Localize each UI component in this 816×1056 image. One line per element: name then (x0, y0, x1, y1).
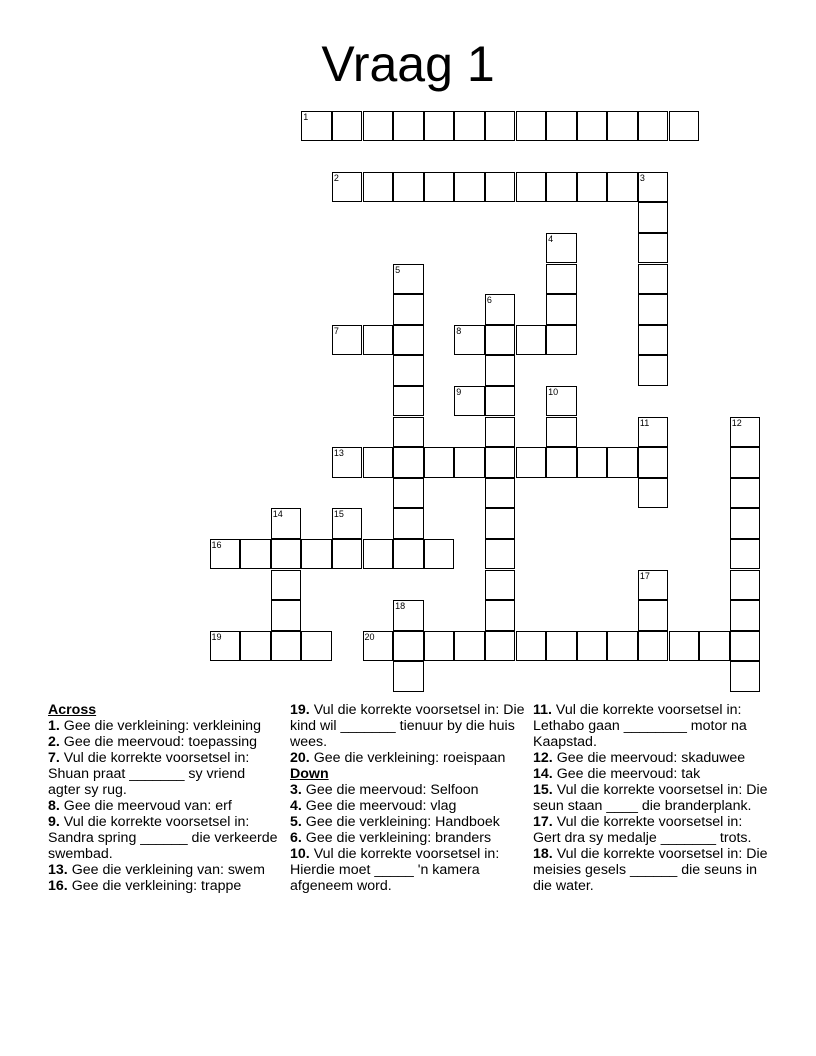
grid-cell-3[interactable] (638, 172, 669, 203)
clue-text: Gee die verkleining: trappe (71, 878, 242, 894)
grid-cell[interactable] (271, 539, 302, 570)
grid-cell[interactable] (516, 172, 547, 203)
grid-cell[interactable] (516, 111, 547, 142)
grid-cell-7[interactable] (332, 325, 363, 356)
grid-cell[interactable] (577, 447, 608, 478)
grid-cell[interactable] (301, 631, 332, 662)
grid-cell[interactable] (393, 294, 424, 325)
grid-cell[interactable] (301, 539, 332, 570)
clue-number-label: 19. (290, 702, 310, 718)
clue-number-label: 20. (290, 750, 310, 766)
clue-text: Vul die korrekte voorsetsel in: Die meisies gesels ______ die seuns in die water. (533, 846, 768, 894)
grid-cell[interactable] (577, 631, 608, 662)
grid-cell[interactable] (271, 600, 302, 631)
clue-text: Vul die korrekte voorsetsel in: Sandra spring ______ die verkeerde swembad. (48, 814, 278, 862)
grid-cell[interactable] (393, 386, 424, 417)
clues-down-column (533, 702, 773, 894)
grid-cell-15[interactable] (332, 508, 363, 539)
clue-item (48, 862, 278, 878)
grid-cell[interactable] (363, 111, 394, 142)
clue-text: Gee die verkleining: Handboek (305, 814, 500, 830)
grid-cell[interactable] (546, 447, 577, 478)
clue-item (290, 830, 530, 846)
grid-cell[interactable] (485, 447, 516, 478)
grid-cell[interactable] (730, 447, 761, 478)
clue-text: Vul die korrekte voorsetsel in: Shuan praat _______ sy vriend agter sy rug. (48, 750, 250, 798)
grid-cell-8[interactable] (454, 325, 485, 356)
grid-cell[interactable] (485, 172, 516, 203)
grid-cell[interactable] (546, 294, 577, 325)
grid-cell[interactable] (454, 631, 485, 662)
clue-number: 6 (486, 295, 492, 306)
clue-item (290, 814, 530, 830)
down-heading: Down (290, 766, 329, 782)
grid-cell-10[interactable] (546, 386, 577, 417)
grid-cell[interactable] (485, 355, 516, 386)
clue-item (533, 750, 773, 766)
grid-cell-9[interactable] (454, 386, 485, 417)
grid-cell[interactable] (546, 264, 577, 295)
grid-cell[interactable] (271, 631, 302, 662)
clue-text: Gee die meervoud: skaduwee (556, 750, 746, 766)
grid-cell[interactable] (393, 325, 424, 356)
clue-text: Vul die korrekte voorsetsel in: Die seun staan ____ die branderplank. (533, 782, 768, 814)
grid-cell-14[interactable] (271, 508, 302, 539)
clue-number: 16 (211, 539, 222, 550)
clue-number: 3 (639, 172, 645, 183)
clues-across-column (48, 702, 278, 894)
clue-number-label: 10. (290, 846, 310, 862)
grid-cell[interactable] (638, 600, 669, 631)
clue-number: 12 (731, 417, 742, 428)
grid-cell[interactable] (577, 111, 608, 142)
grid-cell[interactable] (546, 417, 577, 448)
grid-cell[interactable] (638, 264, 669, 295)
grid-cell[interactable] (607, 172, 638, 203)
clue-number-label: 11. (533, 702, 552, 718)
grid-cell[interactable] (669, 631, 700, 662)
grid-cell[interactable] (424, 539, 455, 570)
grid-cell-18[interactable] (393, 600, 424, 631)
grid-cell[interactable] (546, 631, 577, 662)
grid-cell[interactable] (332, 111, 363, 142)
grid-cell[interactable] (638, 294, 669, 325)
clue-number-label: 18. (533, 846, 553, 862)
grid-cell[interactable] (607, 447, 638, 478)
clue-number: 10 (548, 386, 559, 397)
clue-text: Vul die korrekte voorsetsel in: Gert dra sy medalje _______ trots. (533, 814, 752, 846)
clue-text: Gee die meervoud: tak (556, 766, 701, 782)
clue-number: 18 (395, 601, 406, 612)
clue-number-label: 12. (533, 750, 553, 766)
clue-number-label: 4. (290, 798, 302, 814)
clue-text: Gee die meervoud: toepassing (63, 734, 258, 750)
grid-cell-1[interactable] (301, 111, 332, 142)
grid-cell[interactable] (240, 631, 271, 662)
grid-cell[interactable] (638, 325, 669, 356)
clue-item (533, 702, 773, 750)
grid-cell[interactable] (454, 447, 485, 478)
clue-number-label: 7. (48, 750, 60, 766)
clue-number: 7 (333, 325, 339, 336)
page-title: Vraag 1 (321, 36, 495, 92)
down-clue-list-continued (533, 702, 773, 894)
grid-cell[interactable] (363, 447, 394, 478)
grid-cell[interactable] (607, 111, 638, 142)
across-clue-list-continued (290, 702, 530, 766)
clue-number: 2 (333, 172, 339, 183)
grid-cell[interactable] (638, 111, 669, 142)
clue-number-label: 17. (533, 814, 553, 830)
clue-number: 9 (456, 386, 462, 397)
grid-cell-20[interactable] (363, 631, 394, 662)
grid-cell[interactable] (485, 508, 516, 539)
clue-number-label: 2. (48, 734, 60, 750)
grid-cell[interactable] (485, 600, 516, 631)
grid-cell[interactable] (669, 111, 700, 142)
clue-item (533, 766, 773, 782)
clue-item (290, 782, 530, 798)
grid-cell[interactable] (393, 508, 424, 539)
grid-cell[interactable] (393, 172, 424, 203)
grid-cell-16[interactable] (210, 539, 241, 570)
grid-cell[interactable] (638, 631, 669, 662)
grid-cell[interactable] (607, 631, 638, 662)
grid-cell[interactable] (638, 355, 669, 386)
clue-item (290, 798, 530, 814)
clue-text: Gee die meervoud: vlag (305, 798, 457, 814)
grid-cell[interactable] (546, 172, 577, 203)
grid-cell[interactable] (516, 631, 547, 662)
grid-cell[interactable] (485, 631, 516, 662)
grid-cell[interactable] (485, 386, 516, 417)
grid-cell[interactable] (730, 631, 761, 662)
clue-text: Gee die verkleining: verkleining (63, 718, 261, 734)
grid-cell[interactable] (332, 539, 363, 570)
clues-middle-column (290, 702, 530, 894)
grid-cell-2[interactable] (332, 172, 363, 203)
clue-text: Gee die verkleining: roeispaan (313, 750, 506, 766)
clue-number-label: 1. (48, 718, 60, 734)
clue-text: Gee die verkleining: branders (305, 830, 492, 846)
grid-cell[interactable] (730, 478, 761, 509)
grid-cell[interactable] (516, 447, 547, 478)
clue-number: 17 (639, 570, 650, 581)
grid-cell[interactable] (485, 325, 516, 356)
clue-item (48, 734, 278, 750)
clue-text: Gee die meervoud: Selfoon (305, 782, 479, 798)
grid-cell[interactable] (485, 539, 516, 570)
grid-cell[interactable] (730, 661, 761, 692)
clue-number: 11 (639, 417, 650, 428)
grid-cell-11[interactable] (638, 417, 669, 448)
grid-cell[interactable] (240, 539, 271, 570)
grid-cell[interactable] (454, 111, 485, 142)
clue-item (48, 798, 278, 814)
grid-cell[interactable] (638, 233, 669, 264)
grid-cell[interactable] (393, 661, 424, 692)
grid-cell[interactable] (485, 478, 516, 509)
clue-number-label: 15. (533, 782, 553, 798)
grid-cell-6[interactable] (485, 294, 516, 325)
grid-cell-13[interactable] (332, 447, 363, 478)
clue-number: 14 (272, 509, 283, 520)
grid-cell[interactable] (730, 570, 761, 601)
clue-number: 8 (456, 325, 462, 336)
grid-cell[interactable] (393, 417, 424, 448)
clue-item (48, 814, 278, 862)
grid-cell[interactable] (424, 111, 455, 142)
clue-text: Gee die meervoud van: erf (63, 798, 232, 814)
clue-number: 20 (364, 631, 375, 642)
grid-cell[interactable] (730, 508, 761, 539)
grid-cell[interactable] (546, 111, 577, 142)
grid-cell-19[interactable] (210, 631, 241, 662)
clue-number: 5 (395, 264, 401, 275)
grid-cell[interactable] (363, 325, 394, 356)
clue-item (48, 878, 278, 894)
clue-number-label: 8. (48, 798, 60, 814)
grid-cell-5[interactable] (393, 264, 424, 295)
clue-item (48, 750, 278, 798)
clue-text: Vul die korrekte voorsetsel in: Hierdie moet _____ 'n kamera afgeneem word. (290, 846, 500, 894)
clue-number: 1 (303, 111, 309, 122)
clue-number: 4 (548, 233, 554, 244)
clue-item (533, 782, 773, 814)
grid-cell[interactable] (271, 570, 302, 601)
grid-cell[interactable] (699, 631, 730, 662)
grid-cell[interactable] (363, 172, 394, 203)
grid-cell-17[interactable] (638, 570, 669, 601)
clue-number-label: 3. (290, 782, 302, 798)
grid-cell[interactable] (454, 172, 485, 203)
clue-text: Gee die verkleining van: swem (71, 862, 265, 878)
grid-cell[interactable] (516, 325, 547, 356)
down-clue-list (290, 782, 530, 894)
grid-cell[interactable] (546, 325, 577, 356)
grid-cell[interactable] (638, 202, 669, 233)
grid-cell[interactable] (485, 570, 516, 601)
clue-number-label: 9. (48, 814, 60, 830)
clue-item (290, 702, 530, 750)
grid-cell[interactable] (638, 447, 669, 478)
grid-cell[interactable] (730, 539, 761, 570)
across-heading: Across (48, 702, 97, 718)
grid-cell[interactable] (393, 355, 424, 386)
clue-item (48, 718, 278, 734)
clue-number-label: 14. (533, 766, 553, 782)
clue-item (290, 750, 530, 766)
clue-number-label: 13. (48, 862, 68, 878)
grid-cell[interactable] (393, 478, 424, 509)
grid-cell[interactable] (393, 111, 424, 142)
grid-cell[interactable] (363, 539, 394, 570)
grid-cell[interactable] (393, 539, 424, 570)
clue-text: Vul die korrekte voorsetsel in: Die kind wil _______ tienuur by die huis wees. (290, 702, 525, 750)
grid-cell[interactable] (485, 111, 516, 142)
clue-number: 19 (211, 631, 222, 642)
grid-cell[interactable] (638, 478, 669, 509)
clue-number-label: 6. (290, 830, 302, 846)
clue-number-label: 16. (48, 878, 68, 894)
grid-cell[interactable] (730, 600, 761, 631)
grid-cell-12[interactable] (730, 417, 761, 448)
grid-cell[interactable] (485, 417, 516, 448)
clue-number: 13 (333, 448, 344, 459)
grid-cell[interactable] (424, 172, 455, 203)
grid-cell[interactable] (424, 447, 455, 478)
across-clue-list (48, 718, 278, 894)
clue-number: 15 (333, 509, 344, 520)
clue-number-label: 5. (290, 814, 302, 830)
clue-item (533, 814, 773, 846)
grid-cell[interactable] (424, 631, 455, 662)
clue-item (533, 846, 773, 894)
grid-cell[interactable] (577, 172, 608, 203)
grid-cell-4[interactable] (546, 233, 577, 264)
clue-text: Vul die korrekte voorsetsel in: Lethabo gaan ________ motor na Kaapstad. (533, 702, 747, 750)
clue-item (290, 846, 530, 894)
grid-cell[interactable] (393, 631, 424, 662)
grid-cell[interactable] (393, 447, 424, 478)
